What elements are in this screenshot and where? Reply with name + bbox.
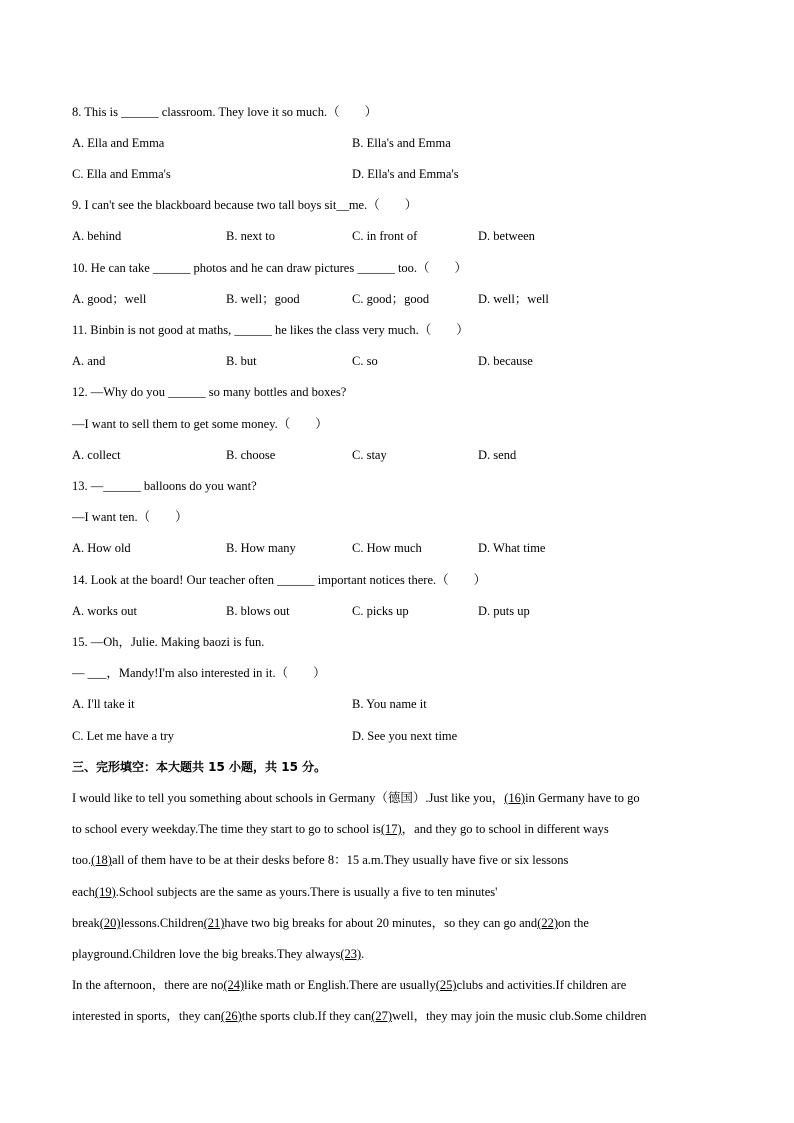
- passage-line-5: [72, 915, 722, 931]
- passage-text: like math or English.There are usually: [244, 978, 436, 992]
- passage-text: have two big breaks for about 20 minutes，so they can go and: [224, 916, 538, 930]
- passage-line-8: [72, 1008, 722, 1024]
- q12-option-d: D. send: [478, 448, 517, 462]
- q10-option-d: D. well；well: [478, 292, 549, 306]
- passage-line-4: [72, 884, 722, 900]
- passage-text: In the afternoon，there are no: [72, 978, 224, 992]
- passage-text: on the: [558, 916, 589, 930]
- passage-line-7: [72, 977, 722, 993]
- question-8-stem: 8. This is ______ classroom. They love it so much.（ ）: [72, 105, 378, 119]
- passage-text: in Germany have to go: [525, 791, 640, 805]
- q15-option-a: A. I'll take it: [72, 697, 135, 711]
- question-14-stem: 14. Look at the board! Our teacher often ______ important notices there.（ ）: [72, 573, 487, 587]
- q13-option-c: C. How much: [352, 541, 422, 555]
- blank-20[interactable]: (20): [99, 916, 121, 930]
- q15-option-d: D. See you next time: [352, 729, 458, 743]
- question-12-stem: 12. —Why do you ______ so many bottles and boxes?: [72, 385, 347, 399]
- passage-text: playground.Children love the big breaks.They always: [72, 947, 341, 961]
- blank-27[interactable]: (27): [371, 1009, 393, 1023]
- blank-21[interactable]: (21): [203, 916, 225, 930]
- blank-18[interactable]: (18): [91, 853, 112, 867]
- passage-text: I would like to tell you something about schools in Germany（德国）.Just like you，: [72, 791, 505, 805]
- q9-option-c: C. in front of: [352, 229, 418, 243]
- q14-option-c: C. picks up: [352, 604, 409, 618]
- section-heading: 三、完形填空：本大题共 15 小题，共 15 分。: [72, 760, 327, 774]
- passage-text: .: [361, 947, 365, 961]
- passage-text: interested in sports，they can: [72, 1009, 221, 1023]
- blank-16[interactable]: (16): [504, 791, 526, 805]
- q13-option-b: B. How many: [226, 541, 296, 555]
- passage-text: each: [72, 885, 95, 899]
- q15-option-b: B. You name it: [352, 697, 427, 711]
- q11-option-b: B. but: [226, 354, 257, 368]
- passage-text: to school every weekday.The time they start to go to school is: [72, 822, 381, 836]
- q10-option-c: C. good；good: [352, 292, 430, 306]
- question-15-stem: 15. —Oh，Julie. Making baozi is fun.: [72, 635, 265, 649]
- question-9-stem: 9. I can't see the blackboard because two tall boys sit__me.（ ）: [72, 198, 418, 212]
- q13-option-a: A. How old: [72, 541, 131, 555]
- q11-option-c: C. so: [352, 354, 378, 368]
- q9-option-a: A. behind: [72, 229, 122, 243]
- q9-option-b: B. next to: [226, 229, 275, 243]
- question-13-stem: 13. —______ balloons do you want?: [72, 479, 257, 493]
- question-13-reply: —I want ten.（ ）: [72, 510, 188, 524]
- q14-option-a: A. works out: [72, 604, 137, 618]
- q8-option-b: B. Ella's and Emma: [352, 136, 451, 150]
- blank-22[interactable]: (22): [537, 916, 559, 930]
- blank-19[interactable]: (19): [94, 885, 116, 899]
- passage-text: ，and they go to school in different ways: [401, 822, 609, 836]
- q10-option-b: B. well；good: [226, 292, 300, 306]
- q12-option-a: A. collect: [72, 448, 121, 462]
- q11-option-d: D. because: [478, 354, 533, 368]
- passage-text: .School subjects are the same as yours.There is usually a five to ten minutes': [115, 885, 498, 899]
- passage-text: lessons.Children: [120, 916, 204, 930]
- question-10-stem: 10. He can take ______ photos and he can draw pictures ______ too.（ ）: [72, 261, 468, 275]
- passage-line-3: [72, 852, 722, 868]
- q13-option-d: D. What time: [478, 541, 546, 555]
- passage-line-1: [72, 790, 722, 806]
- q8-option-a: A. Ella and Emma: [72, 136, 165, 150]
- q12-option-b: B. choose: [226, 448, 276, 462]
- q8-option-c: C. Ella and Emma's: [72, 167, 171, 181]
- q15-option-c: C. Let me have a try: [72, 729, 175, 743]
- question-12-reply: —I want to sell them to get some money.（ ）: [72, 417, 328, 431]
- q9-option-d: D. between: [478, 229, 535, 243]
- passage-text: all of them have to be at their desks before 8：15 a.m.They usually have five or six lessons: [111, 853, 569, 867]
- passage-text: clubs and activities.If children are: [456, 978, 627, 992]
- blank-23[interactable]: (23): [340, 947, 362, 961]
- q10-option-a: A. good；well: [72, 292, 147, 306]
- blank-26[interactable]: (26): [220, 1009, 242, 1023]
- blank-24[interactable]: (24): [223, 978, 245, 992]
- blank-25[interactable]: (25): [435, 978, 457, 992]
- passage-text: too.: [72, 853, 92, 867]
- q14-option-d: D. puts up: [478, 604, 530, 618]
- q8-option-d: D. Ella's and Emma's: [352, 167, 459, 181]
- q12-option-c: C. stay: [352, 448, 387, 462]
- passage-line-2: [72, 821, 722, 837]
- q14-option-b: B. blows out: [226, 604, 290, 618]
- question-11-stem: 11. Binbin is not good at maths, ______ he likes the class very much.（ ）: [72, 323, 469, 337]
- passage-text: well，they may join the music club.Some children: [392, 1009, 647, 1023]
- passage-text: break: [72, 916, 100, 930]
- q11-option-a: A. and: [72, 354, 106, 368]
- question-15-reply: — ___，Mandy!I'm also interested in it.（ ）: [72, 666, 326, 680]
- blank-17[interactable]: (17): [380, 822, 402, 836]
- passage-line-6: [72, 946, 722, 962]
- passage-text: the sports club.If they can: [241, 1009, 372, 1023]
